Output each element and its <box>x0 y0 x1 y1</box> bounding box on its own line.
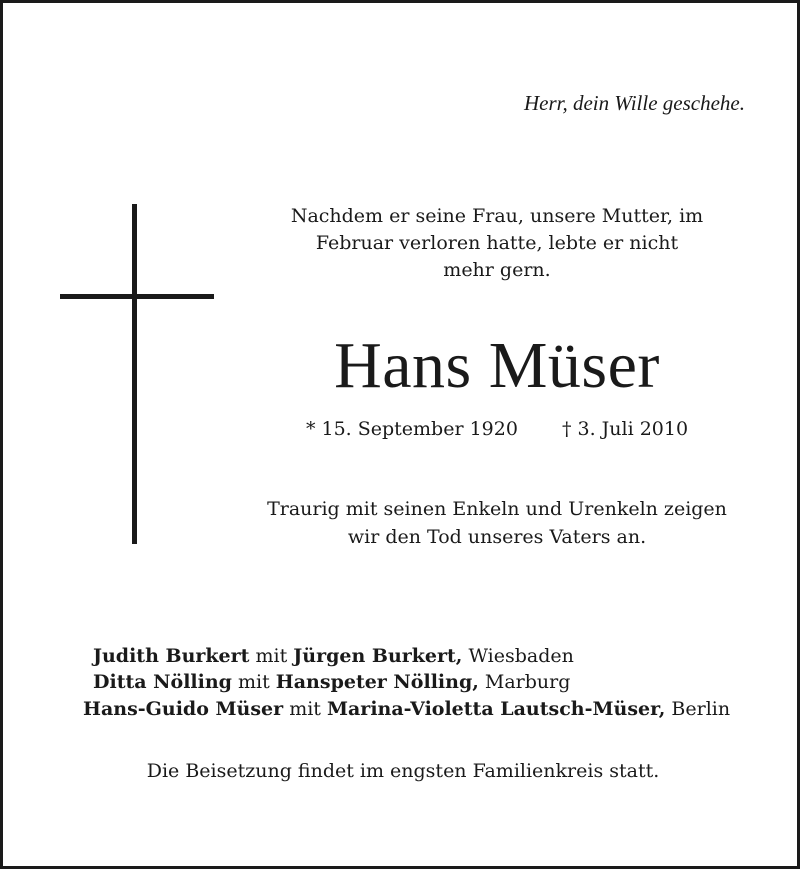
family-connector: mit <box>289 698 321 720</box>
birth-date: * 15. September 1920 <box>305 418 518 440</box>
intro-text <box>243 203 751 284</box>
bible-verse: Herr, dein Wille geschehe. <box>523 91 745 115</box>
family-member-line <box>93 669 570 695</box>
family-city: Berlin <box>671 698 731 720</box>
funeral-note: Die Beisetzung findet im engsten Familienkreis statt. <box>146 760 660 782</box>
family-partner-name: Hanspeter Nölling, <box>275 671 479 693</box>
family-city: Marburg <box>484 671 571 693</box>
family-member-name: Ditta Nölling <box>93 671 232 693</box>
death-date: † 3. Juli 2010 <box>561 418 689 440</box>
mourning-text <box>243 495 751 551</box>
intro-line: mehr gern. <box>443 259 551 281</box>
mourning-line: Traurig mit seinen Enkeln und Urenkeln zeigen <box>267 498 727 520</box>
family-partner-name: Marina-Violetta Lautsch-Müser, <box>326 698 666 720</box>
family-partner-name: Jürgen Burkert, <box>293 645 463 667</box>
family-member-line <box>93 643 574 669</box>
life-dates <box>243 415 751 443</box>
intro-line: Nachdem er seine Frau, unsere Mutter, im <box>290 205 704 227</box>
family-city: Wiesbaden <box>468 645 574 667</box>
cross-horizontal-bar <box>60 294 214 299</box>
intro-line: Februar verloren hatte, lebte er nicht <box>315 232 679 254</box>
family-connector: mit <box>238 671 270 693</box>
family-member-name: Judith Burkert <box>93 645 250 667</box>
cross-vertical-bar <box>132 204 137 544</box>
family-connector: mit <box>255 645 288 667</box>
family-member-name: Hans-Guido Müser <box>83 698 284 720</box>
mourning-line: wir den Tod unseres Vaters an. <box>347 526 647 548</box>
deceased-name: Hans Müser <box>334 329 660 402</box>
family-member-line <box>83 696 730 722</box>
